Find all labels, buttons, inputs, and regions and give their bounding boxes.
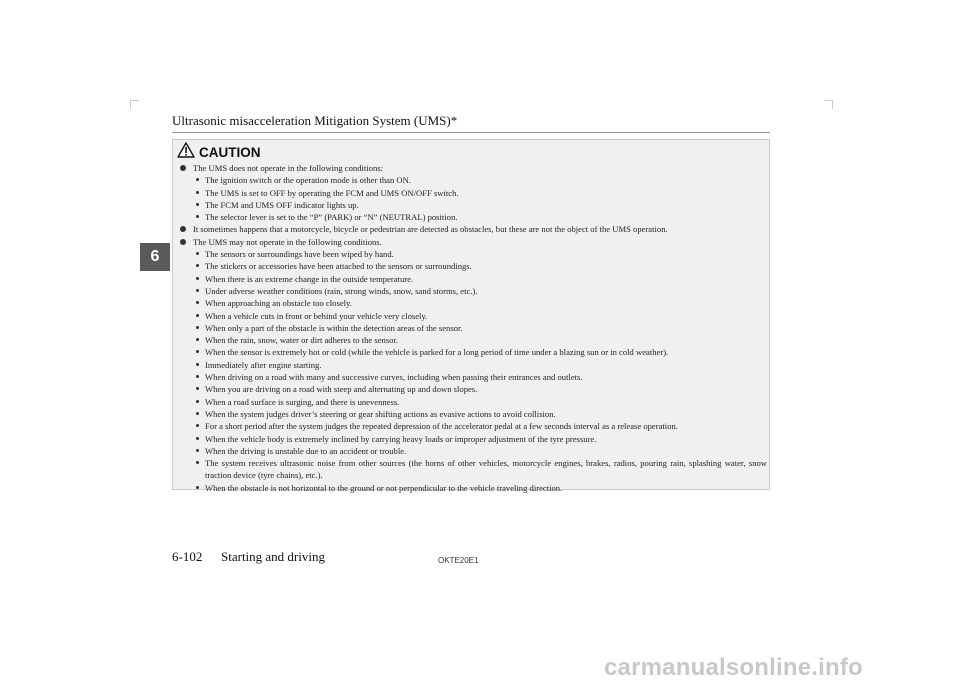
small-bullet-icon (196, 449, 199, 452)
caution-subitem-text: When you are driving on a road with steep and alternating up and down slopes. (205, 384, 478, 395)
small-bullet-icon (196, 387, 199, 390)
crop-mark-top-right (824, 100, 833, 109)
caution-subitem-text: Under adverse weather conditions (rain, strong winds, snow, sand storms, etc.). (205, 285, 478, 296)
small-bullet-icon (196, 178, 199, 181)
chapter-tab: 6 (140, 243, 170, 271)
caution-item (179, 236, 767, 248)
caution-box (172, 139, 770, 493)
caution-title: CAUTION (199, 145, 261, 160)
caution-subitem (179, 297, 767, 309)
caution-subitem (179, 445, 767, 457)
caution-subitem (179, 396, 767, 408)
caution-subitem-text: When only a part of the obstacle is within the detection areas of the sensor. (205, 322, 463, 333)
caution-subitem (179, 187, 767, 199)
caution-item (179, 162, 767, 174)
caution-subitem-text: The stickers or accessories have been attached to the sensors or surroundings. (205, 261, 472, 272)
caution-subitem-text: The FCM and UMS OFF indicator lights up. (205, 199, 359, 210)
document-code: OKTE20E1 (438, 556, 479, 565)
page-number: 6-102 (172, 549, 203, 564)
round-bullet-icon (180, 239, 186, 245)
small-bullet-icon (196, 350, 199, 353)
small-bullet-icon (196, 437, 199, 440)
caution-subitem (179, 285, 767, 297)
caution-subitem (179, 334, 767, 346)
crop-mark-top-left (130, 100, 139, 109)
small-bullet-icon (196, 326, 199, 329)
round-bullet-icon (180, 226, 186, 232)
small-bullet-icon (196, 215, 199, 218)
caution-subitem-text: The selector lever is set to the “P” (PARK) or “N” (NEUTRAL) position. (205, 212, 458, 223)
small-bullet-icon (196, 203, 199, 206)
caution-subitem-text: For a short period after the system judges the repeated depression of the accelerator pedal at a few seconds interval as a release operation. (205, 421, 678, 432)
caution-subitem-text: The ignition switch or the operation mode is other than ON. (205, 175, 411, 186)
caution-subitem (179, 211, 767, 223)
caution-subitem-text: When the driving is unstable due to an accident or trouble. (205, 445, 407, 456)
caution-item-text: The UMS does not operate in the following conditions: (193, 163, 383, 173)
caution-item-text: It sometimes happens that a motorcycle, bicycle or pedestrian are detected as obstacles, but these are not the object of the UMS operation. (193, 224, 668, 235)
small-bullet-icon (196, 252, 199, 255)
round-bullet-icon (180, 165, 186, 171)
page-header-title: Ultrasonic misacceleration Mitigation System (UMS)* (172, 113, 458, 128)
caution-subitem-text: When approaching an obstacle too closely. (205, 298, 352, 309)
caution-item (179, 223, 767, 235)
caution-subitem (179, 260, 767, 272)
caution-subitem (179, 174, 767, 186)
caution-subitem-text: When the vehicle body is extremely inclined by carrying heavy loads or improper adjustment of the tyre pressure. (205, 433, 597, 444)
caution-subitem-text: When the rain, snow, water or dirt adheres to the sensor. (205, 335, 398, 346)
caution-subitem (179, 273, 767, 285)
caution-subitem-text: When the sensor is extremely hot or cold (while the vehicle is parked for a long period of time under a blazing sun or in cold weather). (205, 347, 669, 358)
small-bullet-icon (196, 461, 199, 464)
small-bullet-icon (196, 412, 199, 415)
small-bullet-icon (196, 363, 199, 366)
caution-content (179, 162, 767, 494)
caution-item-text: The UMS may not operate in the following conditions. (193, 236, 382, 247)
caution-subitem-text: When a road surface is surging, and there is unevenness. (205, 396, 400, 407)
caution-subitem-text: When the obstacle is not horizontal to the ground or not perpendicular to the vehicle traveling direction. (205, 482, 563, 493)
caution-subitem (179, 310, 767, 322)
caution-subitem (179, 408, 767, 420)
small-bullet-icon (196, 301, 199, 304)
caution-subitem (179, 457, 767, 482)
caution-subitem-text: When there is an extreme change in the outside temperature. (205, 273, 414, 284)
small-bullet-icon (196, 338, 199, 341)
small-bullet-icon (196, 314, 199, 317)
section-name: Starting and driving (221, 549, 325, 564)
caution-subitem (179, 383, 767, 395)
warning-triangle-icon (177, 142, 195, 163)
header-divider (172, 132, 770, 133)
caution-subitem-text: The sensors or surroundings have been wiped by hand. (205, 249, 394, 260)
small-bullet-icon (196, 375, 199, 378)
watermark: carmanualsonline.info (604, 654, 863, 681)
caution-subitem (179, 359, 767, 371)
caution-subitem (179, 199, 767, 211)
small-bullet-icon (196, 424, 199, 427)
caution-subitem (179, 248, 767, 260)
caution-subitem-text: Immediately after engine starting. (205, 359, 322, 370)
caution-subitem-text: The UMS is set to OFF by operating the FCM and UMS ON/OFF switch. (205, 187, 459, 198)
small-bullet-icon (196, 486, 199, 489)
caution-subitem-text: When a vehicle cuts in front or behind your vehicle very closely. (205, 310, 428, 321)
caution-subitem (179, 482, 767, 494)
caution-header (177, 142, 261, 163)
small-bullet-icon (196, 400, 199, 403)
caution-subitem (179, 346, 767, 358)
caution-subitem (179, 420, 767, 432)
small-bullet-icon (196, 191, 199, 194)
caution-subitem (179, 322, 767, 334)
caution-subitem-text: When the system judges driver’s steering or gear shifting actions as evasive actions to avoid collision. (205, 408, 556, 419)
caution-subitem-text: The system receives ultrasonic noise from other sources (the horns of other vehicles, motorcycle engines, brakes, radios, pouring rain, splashing water, snow traction device (tyre chains), etc.). (205, 458, 767, 481)
small-bullet-icon (196, 264, 199, 267)
caution-subitem-text: When driving on a road with many and successive curves, including when passing their entrances and outlets. (205, 372, 583, 383)
caution-subitem (179, 371, 767, 383)
small-bullet-icon (196, 277, 199, 280)
caution-subitem (179, 433, 767, 445)
small-bullet-icon (196, 289, 199, 292)
